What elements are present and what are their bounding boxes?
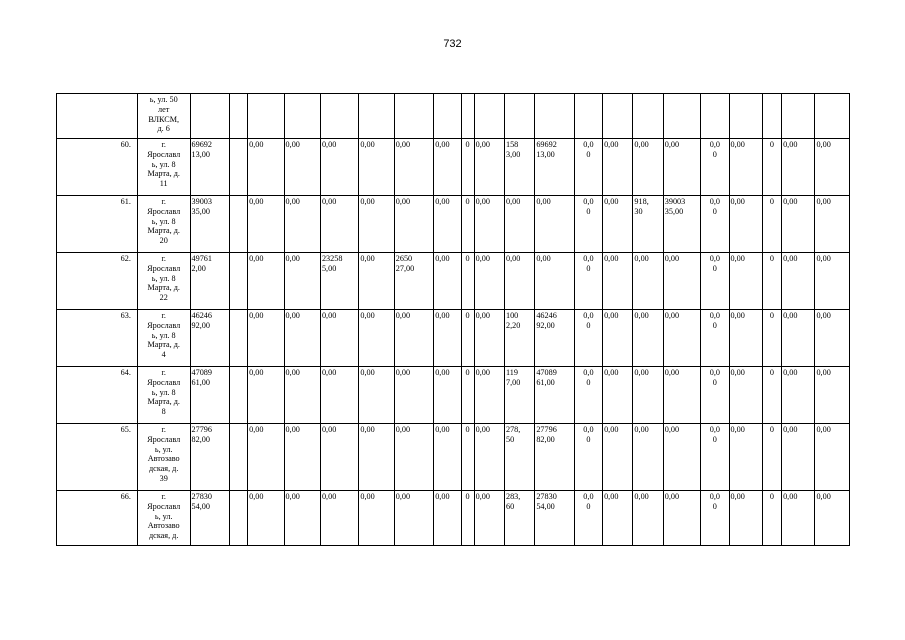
value-cell: 0,0 0 [574, 139, 602, 196]
value-cell: 283, 60 [504, 491, 534, 546]
value-cell [229, 424, 247, 491]
value-cell: 0,00 [782, 196, 815, 253]
value-cell: 0,00 [815, 196, 850, 253]
value-cell [663, 94, 700, 139]
value-cell: 0,00 [729, 424, 762, 491]
value-cell: 0 [762, 253, 781, 310]
value-cell [474, 94, 504, 139]
address-cell: г. Ярославл ь, ул. 8 Марта, д. 22 [137, 253, 190, 310]
value-cell: 0,00 [359, 491, 394, 546]
value-cell [504, 94, 534, 139]
value-cell: 0,00 [782, 310, 815, 367]
value-cell: 0,00 [284, 196, 320, 253]
value-cell: 0,00 [729, 310, 762, 367]
value-cell: 0,00 [284, 367, 320, 424]
value-cell: 0,00 [815, 310, 850, 367]
value-cell [359, 94, 394, 139]
value-cell: 0,0 0 [574, 253, 602, 310]
value-cell: 0 [461, 367, 474, 424]
value-cell: 0,00 [729, 491, 762, 546]
value-cell [229, 310, 247, 367]
value-cell: 0,00 [815, 139, 850, 196]
row-number-cell [57, 94, 138, 139]
row-number-cell: 65. [57, 424, 138, 491]
value-cell [229, 491, 247, 546]
table-row [57, 367, 850, 424]
table-body [57, 94, 850, 546]
address-cell: г. Ярославл ь, ул. 8 Марта, д. 4 [137, 310, 190, 367]
value-cell: 0,00 [284, 139, 320, 196]
value-cell: 0,00 [434, 139, 461, 196]
value-cell: 69692 13,00 [535, 139, 574, 196]
value-cell: 27796 82,00 [190, 424, 229, 491]
value-cell: 0,00 [474, 139, 504, 196]
value-cell: 0,00 [394, 196, 433, 253]
value-cell: 0 [762, 139, 781, 196]
value-cell: 0,00 [474, 424, 504, 491]
value-cell [729, 94, 762, 139]
value-cell [190, 94, 229, 139]
value-cell: 0,00 [603, 196, 633, 253]
row-number-cell: 62. [57, 253, 138, 310]
value-cell: 0 [461, 424, 474, 491]
table-row [57, 94, 850, 139]
value-cell: 0,00 [633, 139, 663, 196]
value-cell: 46246 92,00 [190, 310, 229, 367]
value-cell: 0 [762, 424, 781, 491]
value-cell: 0,00 [782, 139, 815, 196]
value-cell: 0,00 [535, 196, 574, 253]
value-cell: 100 2,20 [504, 310, 534, 367]
value-cell: 0,0 0 [701, 139, 729, 196]
value-cell [815, 94, 850, 139]
value-cell: 2650 27,00 [394, 253, 433, 310]
value-cell [394, 94, 433, 139]
value-cell: 0,00 [729, 367, 762, 424]
value-cell: 0,00 [815, 491, 850, 546]
value-cell: 0,00 [474, 253, 504, 310]
address-cell: г. Ярославл ь, ул. 8 Марта, д. 8 [137, 367, 190, 424]
value-cell [229, 253, 247, 310]
table-row [57, 139, 850, 196]
value-cell: 39003 35,00 [190, 196, 229, 253]
value-cell: 0,0 0 [574, 196, 602, 253]
value-cell: 0,00 [434, 310, 461, 367]
value-cell: 0,0 0 [701, 253, 729, 310]
value-cell: 0,00 [782, 491, 815, 546]
value-cell: 0,00 [729, 196, 762, 253]
value-cell [434, 94, 461, 139]
value-cell: 0,00 [535, 253, 574, 310]
value-cell: 0,00 [359, 310, 394, 367]
value-cell: 0,00 [815, 253, 850, 310]
value-cell: 46246 92,00 [535, 310, 574, 367]
value-cell [229, 367, 247, 424]
value-cell: 0,0 0 [701, 367, 729, 424]
value-cell: 0,00 [248, 367, 284, 424]
value-cell: 27796 82,00 [535, 424, 574, 491]
value-cell [320, 94, 358, 139]
value-cell: 69692 13,00 [190, 139, 229, 196]
value-cell: 0 [762, 491, 781, 546]
value-cell: 0,00 [359, 253, 394, 310]
value-cell: 47089 61,00 [535, 367, 574, 424]
value-cell: 23258 5,00 [320, 253, 358, 310]
page-number: 732 [443, 38, 462, 50]
value-cell: 0,00 [359, 367, 394, 424]
value-cell [762, 94, 781, 139]
value-cell: 0,00 [394, 310, 433, 367]
value-cell: 278, 50 [504, 424, 534, 491]
value-cell: 0,00 [248, 310, 284, 367]
value-cell: 0,00 [248, 139, 284, 196]
value-cell: 0,00 [663, 424, 700, 491]
value-cell: 0,00 [434, 196, 461, 253]
value-cell: 0,00 [359, 196, 394, 253]
value-cell: 0 [762, 196, 781, 253]
value-cell: 39003 35,00 [663, 196, 700, 253]
value-cell: 0,0 0 [701, 424, 729, 491]
value-cell [535, 94, 574, 139]
value-cell: 0,00 [633, 253, 663, 310]
value-cell: 0,00 [633, 424, 663, 491]
value-cell: 0,00 [603, 424, 633, 491]
value-cell [574, 94, 602, 139]
row-number-cell: 60. [57, 139, 138, 196]
value-cell: 0,00 [815, 424, 850, 491]
value-cell: 0,00 [248, 196, 284, 253]
value-cell: 0,00 [320, 139, 358, 196]
value-cell: 0,00 [248, 253, 284, 310]
value-cell: 0,00 [663, 367, 700, 424]
value-cell: 0,00 [248, 491, 284, 546]
value-cell: 0 [461, 253, 474, 310]
table-row [57, 310, 850, 367]
value-cell: 0,00 [474, 310, 504, 367]
value-cell: 0 [762, 310, 781, 367]
value-cell: 0,00 [815, 367, 850, 424]
value-cell: 0,00 [320, 491, 358, 546]
value-cell: 0,00 [663, 139, 700, 196]
value-cell [633, 94, 663, 139]
value-cell: 0,00 [284, 491, 320, 546]
value-cell: 0,00 [782, 424, 815, 491]
row-number-cell: 61. [57, 196, 138, 253]
value-cell [248, 94, 284, 139]
value-cell: 0,00 [320, 196, 358, 253]
value-cell [229, 139, 247, 196]
value-cell: 27830 54,00 [190, 491, 229, 546]
value-cell: 0,0 0 [574, 424, 602, 491]
value-cell: 0,00 [729, 253, 762, 310]
value-cell: 0,00 [603, 139, 633, 196]
value-cell: 0,00 [394, 367, 433, 424]
value-cell: 0,00 [603, 367, 633, 424]
value-cell: 0,0 0 [574, 367, 602, 424]
value-cell: 0,00 [633, 491, 663, 546]
value-cell: 0,00 [782, 367, 815, 424]
row-number-cell: 66. [57, 491, 138, 546]
value-cell: 0,00 [504, 196, 534, 253]
value-cell: 0,00 [284, 310, 320, 367]
value-cell: 918, 30 [633, 196, 663, 253]
value-cell: 0,00 [248, 424, 284, 491]
value-cell: 0,00 [394, 139, 433, 196]
value-cell [284, 94, 320, 139]
value-cell: 0 [461, 196, 474, 253]
value-cell: 158 3,00 [504, 139, 534, 196]
value-cell: 0,00 [434, 367, 461, 424]
table-row [57, 491, 850, 546]
address-cell: г. Ярославл ь, ул. Автозаво дская, д. [137, 491, 190, 546]
value-cell: 0,00 [284, 424, 320, 491]
value-cell [229, 196, 247, 253]
register-table [56, 93, 850, 546]
value-cell: 0,00 [633, 367, 663, 424]
address-cell: г. Ярославл ь, ул. Автозаво дская, д. 39 [137, 424, 190, 491]
value-cell [461, 94, 474, 139]
value-cell: 119 7,00 [504, 367, 534, 424]
value-cell: 0,0 0 [574, 491, 602, 546]
value-cell: 0 [461, 139, 474, 196]
value-cell: 0,00 [474, 367, 504, 424]
value-cell: 0,00 [603, 253, 633, 310]
value-cell: 0,0 0 [701, 310, 729, 367]
value-cell: 0,00 [434, 491, 461, 546]
value-cell: 0,00 [320, 367, 358, 424]
value-cell: 0,00 [663, 253, 700, 310]
value-cell: 0,00 [729, 139, 762, 196]
value-cell: 0 [461, 491, 474, 546]
value-cell: 0,00 [434, 424, 461, 491]
value-cell: 47089 61,00 [190, 367, 229, 424]
value-cell: 0,00 [504, 253, 534, 310]
value-cell: 0,00 [663, 491, 700, 546]
address-cell: ь, ул. 50 лет ВЛКСМ, д. 6 [137, 94, 190, 139]
table-row [57, 253, 850, 310]
value-cell: 0,00 [320, 310, 358, 367]
address-cell: г. Ярославл ь, ул. 8 Марта, д. 20 [137, 196, 190, 253]
value-cell: 0,00 [474, 196, 504, 253]
value-cell: 0,0 0 [701, 491, 729, 546]
table-row [57, 196, 850, 253]
value-cell: 0,00 [394, 424, 433, 491]
value-cell: 0,00 [359, 424, 394, 491]
row-number-cell: 63. [57, 310, 138, 367]
value-cell: 0,00 [394, 491, 433, 546]
value-cell: 0 [461, 310, 474, 367]
value-cell: 0,00 [782, 253, 815, 310]
value-cell [701, 94, 729, 139]
value-cell: 0,00 [284, 253, 320, 310]
value-cell: 0,00 [603, 491, 633, 546]
value-cell: 27830 54,00 [535, 491, 574, 546]
value-cell: 0,00 [359, 139, 394, 196]
value-cell: 0,00 [474, 491, 504, 546]
value-cell: 0,00 [434, 253, 461, 310]
value-cell [603, 94, 633, 139]
value-cell: 0,00 [663, 310, 700, 367]
value-cell: 0,0 0 [574, 310, 602, 367]
value-cell: 0,00 [633, 310, 663, 367]
value-cell: 0,00 [320, 424, 358, 491]
value-cell: 0,0 0 [701, 196, 729, 253]
value-cell: 0,00 [603, 310, 633, 367]
value-cell [229, 94, 247, 139]
value-cell: 0 [762, 367, 781, 424]
value-cell: 49761 2,00 [190, 253, 229, 310]
address-cell: г. Ярославл ь, ул. 8 Марта, д. 11 [137, 139, 190, 196]
value-cell [782, 94, 815, 139]
row-number-cell: 64. [57, 367, 138, 424]
table-row [57, 424, 850, 491]
